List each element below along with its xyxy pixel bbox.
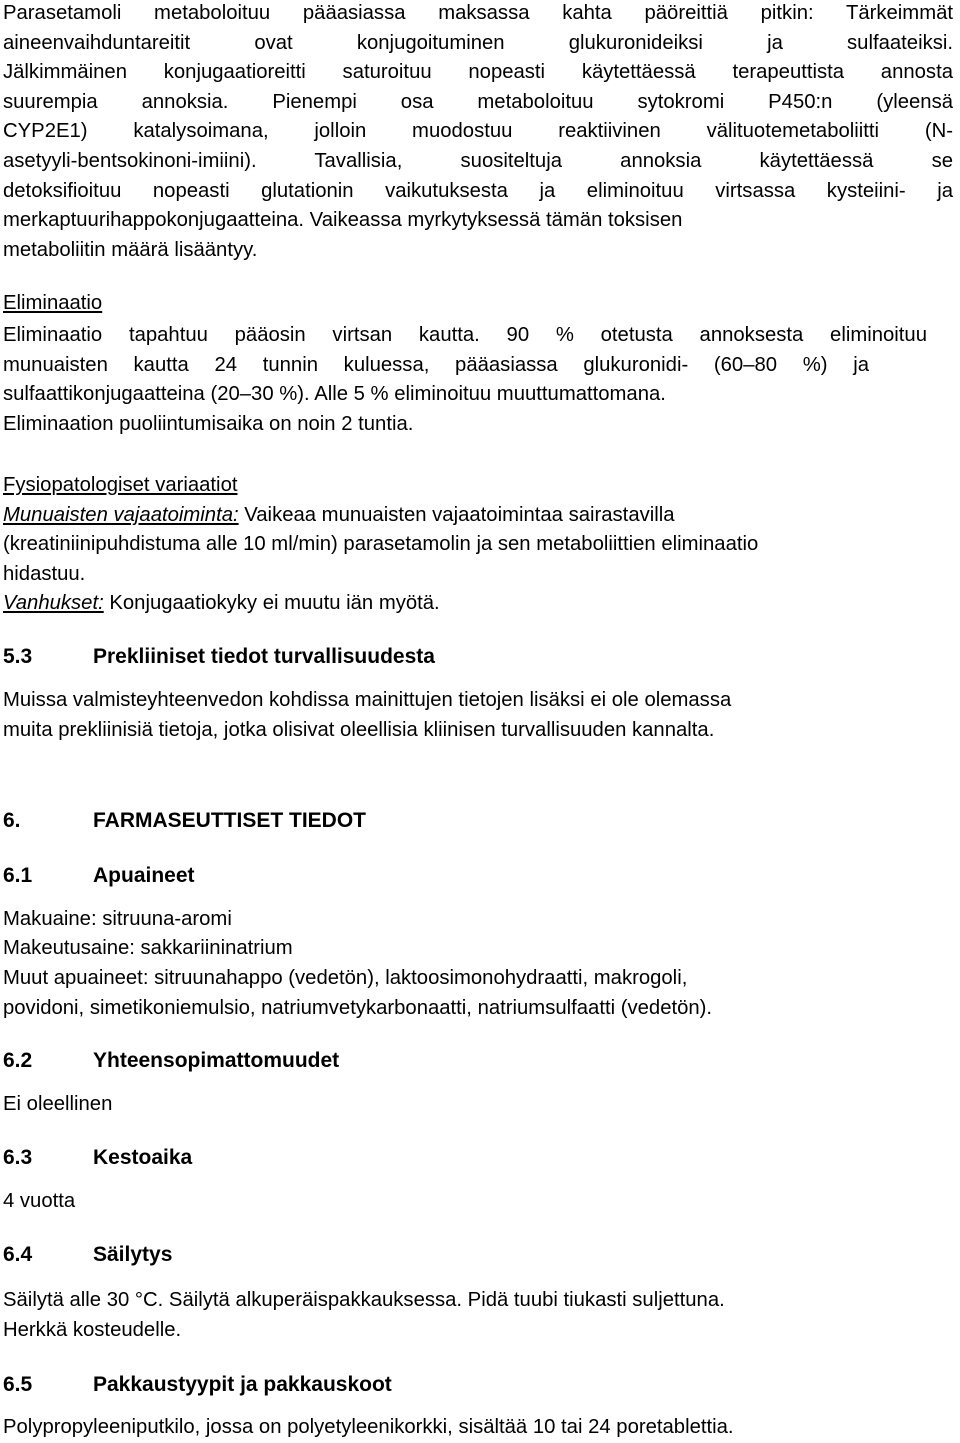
text-line (3, 501, 953, 531)
section-title: Apuaineet (93, 864, 195, 887)
elimination-section (3, 289, 953, 319)
section-number: 6. (3, 809, 21, 832)
excipients-list (3, 905, 953, 1023)
renal-impairment-label: Munuaisten vajaatoiminta: (3, 503, 239, 526)
text-line: aineenvaihduntareitit ovat konjugoituminen glukuronideiksi ja sulfaateiksi. (3, 31, 953, 54)
elimination-heading: Eliminaatio (3, 292, 103, 314)
text-line: asetyyli-bentsokinoni-imiini). Tavallisia, suositeltuja annoksia käytettäessä se (3, 149, 953, 172)
physiopathology-section (3, 471, 953, 619)
text-line: Eliminaatio tapahtuu pääosin virtsan kautta. 90 % otetusta annoksesta eliminoituu (3, 324, 927, 346)
elderly-text: Konjugaatiokyky ei muutu iän myötä. (103, 592, 440, 615)
incompatibilities-text (3, 1090, 953, 1120)
storage-paragraph (3, 1286, 953, 1345)
section-6-3-heading (3, 1143, 192, 1173)
renal-impairment-text: Vaikeaa munuaisten vajaatoimintaa sairastavilla (238, 503, 675, 526)
text-line (3, 589, 953, 619)
text-line: suurempia annoksia. Pienempi osa metaboloituu sytokromi P450:n (yleensä (3, 90, 953, 113)
section-title: Pakkaustyypit ja pakkauskoot (93, 1373, 392, 1396)
text-line: Makeutusaine: sakkariininatrium (3, 936, 293, 959)
text-line: 4 vuotta (3, 1190, 76, 1212)
text-line: Makuaine: sitruuna-aromi (3, 908, 232, 930)
section-number: 6.5 (3, 1373, 33, 1396)
text-line: Ei oleellinen (3, 1093, 113, 1115)
elimination-paragraph (3, 321, 927, 439)
section-6-4-heading (3, 1240, 172, 1270)
elderly-label: Vanhukset: (3, 592, 104, 615)
text-line: merkaptuurihappokonjugaatteina. Vaikeassa myrkytyksessä tämän toksisen (3, 209, 683, 232)
section-number: 5.3 (3, 645, 33, 668)
section-title: FARMASEUTTISET TIEDOT (93, 809, 366, 832)
packaging-text (3, 1413, 953, 1443)
section-5-3-heading (3, 642, 435, 672)
text-line: Muissa valmisteyhteenvedon kohdissa mainittujen tietojen lisäksi ei ole olemassa (3, 689, 732, 711)
section-title: Säilytys (93, 1243, 173, 1266)
text-line: CYP2E1) katalysoimana, jolloin muodostuu reaktiivinen välituotemetaboliitti (N- (3, 120, 953, 143)
section-title: Prekliiniset tiedot turvallisuudesta (93, 645, 435, 668)
text-line: Jälkimmäinen konjugaatioreitti saturoituu nopeasti käytettäessä terapeuttista annosta (3, 61, 953, 84)
section-6-heading (3, 806, 366, 836)
section-6-5-heading (3, 1370, 392, 1400)
text-line: povidoni, simetikoniemulsio, natriumvetykarbonaatti, natriumsulfaatti (vedetön). (3, 996, 713, 1019)
metabolism-paragraph (3, 0, 953, 265)
section-title: Kestoaika (93, 1146, 193, 1169)
text-line: Säilytä alle 30 °C. Säilytä alkuperäispakkauksessa. Pidä tuubi tiukasti suljettuna. (3, 1289, 725, 1311)
physiopathology-heading: Fysiopatologiset variaatiot (3, 474, 238, 496)
section-number: 6.4 (3, 1243, 33, 1266)
section-6-2-heading (3, 1046, 339, 1076)
text-line: Eliminaation puoliintumisaika on noin 2 tuntia. (3, 412, 414, 435)
text-line: (kreatiniinipuhdistuma alle 10 ml/min) parasetamolin ja sen metaboliittien eliminaatio (3, 533, 759, 556)
text-line: Polypropyleeniputkilo, jossa on polyetyleenikorkki, sisältää 10 tai 24 poretablettia. (3, 1416, 734, 1438)
text-line: metaboliitin määrä lisääntyy. (3, 238, 258, 261)
text-line: munuaisten kautta 24 tunnin kuluessa, pääasiassa glukuronidi- (60–80 %) ja (3, 353, 869, 376)
shelf-life-text (3, 1187, 953, 1217)
section-6-1-heading (3, 861, 195, 891)
section-number: 6.2 (3, 1049, 33, 1072)
section-5-3-paragraph (3, 686, 953, 745)
section-title: Yhteensopimattomuudet (93, 1049, 340, 1072)
text-line: Herkkä kosteudelle. (3, 1318, 182, 1341)
text-line: sulfaattikonjugaatteina (20–30 %). Alle 5 % eliminoituu muuttumattomana. (3, 383, 666, 406)
section-number: 6.1 (3, 864, 33, 887)
text-line: hidastuu. (3, 562, 86, 585)
text-line: Muut apuaineet: sitruunahappo (vedetön), laktoosimonohydraatti, makrogoli, (3, 967, 688, 990)
text-line: muita prekliinisiä tietoja, jotka olisivat oleellisia kliinisen turvallisuuden kannalta. (3, 718, 715, 741)
section-number: 6.3 (3, 1146, 33, 1169)
text-line: Parasetamoli metaboloituu pääasiassa maksassa kahta päöreittiä pitkin: Tärkeimmät (3, 2, 953, 24)
text-line: detoksifioituu nopeasti glutationin vaikutuksesta ja eliminoituu virtsassa kysteiini- ja (3, 179, 953, 202)
